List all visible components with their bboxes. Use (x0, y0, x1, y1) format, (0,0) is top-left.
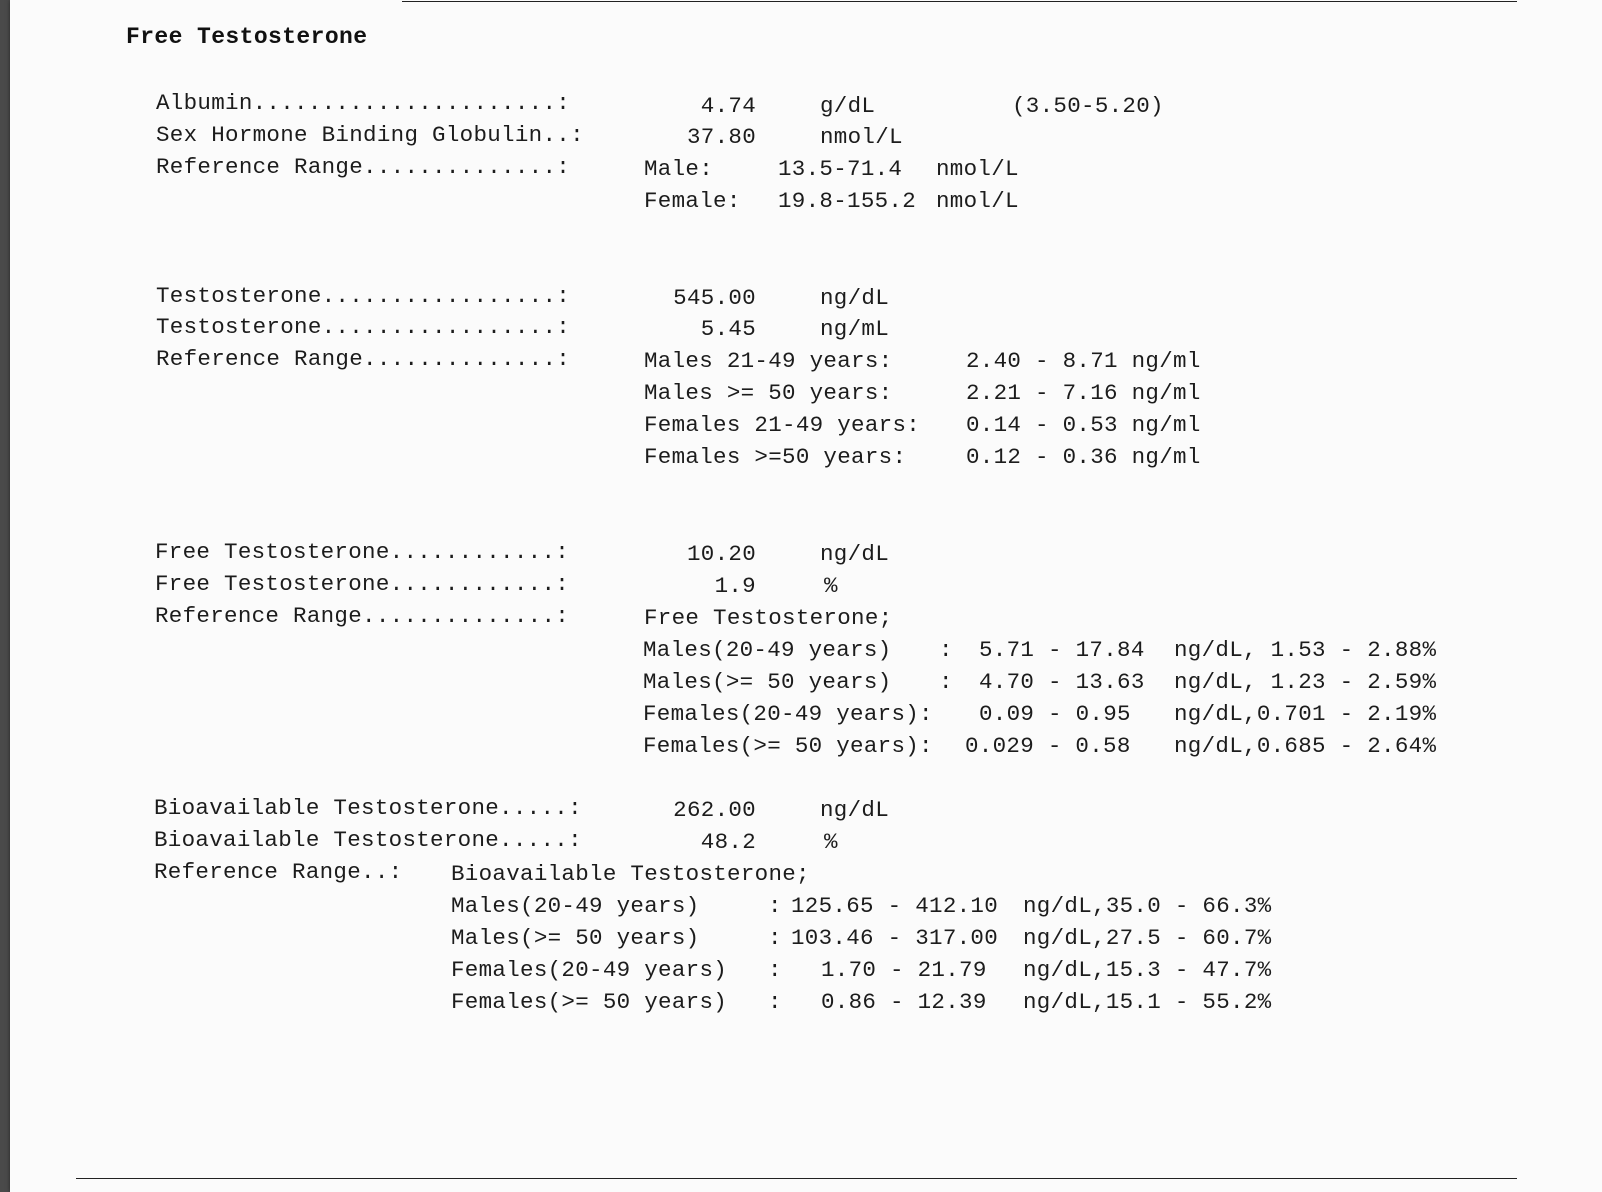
result-value: 10.20 (686, 541, 756, 567)
reference-separator: : (939, 669, 953, 695)
reference-range-label: Reference Range..............: (155, 603, 570, 629)
reference-range: 13.5-71.4 (778, 156, 903, 182)
reference-range: 5.71 - 17.84 (979, 637, 1145, 663)
reference-range: 103.46 - 317.00 (791, 925, 999, 951)
reference-tail: ng/dL,35.0 - 66.3% (1023, 893, 1272, 919)
reference-range: 0.029 - 0.58 (965, 733, 1131, 759)
result-label: Sex Hormone Binding Globulin..: (156, 122, 584, 148)
result-unit: g/dL (820, 93, 876, 119)
reference-group: Females(20-49 years) (451, 957, 728, 983)
reference-separator: : (939, 637, 953, 663)
reference-group: Female: (644, 188, 741, 214)
reference-tail: ng/dL, 1.53 - 2.88% (1174, 637, 1437, 663)
reference-separator: : (768, 989, 782, 1015)
reference-range: 2.21 - 7.16 ng/ml (966, 380, 1201, 406)
reference-range: 2.40 - 8.71 ng/ml (966, 348, 1201, 374)
reference-range-label: Reference Range..............: (156, 154, 571, 180)
reference-group: Males >= 50 years: (644, 380, 893, 406)
bottom-rule (76, 1178, 1517, 1179)
result-value: 262.00 (673, 797, 756, 823)
reference-group: Males(20-49 years) (451, 893, 700, 919)
reference-tail: ng/dL,0.685 - 2.64% (1174, 733, 1437, 759)
top-rule (402, 1, 1517, 2)
reference-separator: : (768, 957, 782, 983)
result-unit: % (824, 573, 838, 599)
reference-unit: nmol/L (936, 156, 1019, 182)
result-label: Testosterone.................: (156, 283, 571, 309)
reference-group: Male: (644, 156, 714, 182)
result-value: 545.00 (673, 285, 756, 311)
result-unit: ng/dL (820, 797, 890, 823)
reference-group: Females 21-49 years: (644, 412, 921, 438)
reference-range: 125.65 - 412.10 (791, 893, 999, 919)
reference-tail: ng/dL,15.3 - 47.7% (1023, 957, 1272, 983)
reference-range-label: Reference Range..............: (156, 346, 571, 372)
result-value: 48.2 (700, 829, 756, 855)
result-value: 1.9 (714, 573, 756, 599)
result-label: Bioavailable Testosterone.....: (154, 795, 582, 821)
reference-range-label: Reference Range..: (154, 859, 403, 885)
result-label: Free Testosterone............: (155, 571, 570, 597)
reference-tail: ng/dL,27.5 - 60.7% (1023, 925, 1272, 951)
reference-group: Males(>= 50 years) (451, 925, 700, 951)
reference-range: 0.86 - 12.39 (821, 989, 987, 1015)
result-label: Bioavailable Testosterone.....: (154, 827, 582, 853)
result-normal-range: (3.50-5.20) (1012, 93, 1164, 119)
reference-range: 19.8-155.2 (778, 188, 917, 214)
reference-group: Females(20-49 years): (643, 701, 933, 727)
result-unit: ng/dL (820, 285, 890, 311)
reference-group: Females(>= 50 years): (643, 733, 933, 759)
reference-range: 0.09 - 0.95 (979, 701, 1131, 727)
reference-tail: ng/dL,0.701 - 2.19% (1174, 701, 1437, 727)
reference-range: 0.12 - 0.36 ng/ml (966, 444, 1201, 470)
reference-range: 1.70 - 21.79 (821, 957, 987, 983)
result-unit: ng/dL (820, 541, 890, 567)
reference-group: Males(20-49 years) (643, 637, 892, 663)
reference-separator: : (768, 893, 782, 919)
report-page (10, 0, 1602, 1192)
reference-group: Males 21-49 years: (644, 348, 893, 374)
reference-heading: Bioavailable Testosterone; (451, 861, 810, 887)
report-title: Free Testosterone (126, 24, 368, 50)
reference-range: 0.14 - 0.53 ng/ml (966, 412, 1201, 438)
result-unit: ng/mL (820, 316, 890, 342)
result-label: Testosterone.................: (156, 314, 571, 340)
reference-separator: : (768, 925, 782, 951)
result-unit: nmol/L (820, 124, 903, 150)
result-unit: % (824, 829, 838, 855)
reference-range: 4.70 - 13.63 (979, 669, 1145, 695)
reference-tail: ng/dL,15.1 - 55.2% (1023, 989, 1272, 1015)
result-label: Albumin......................: (156, 90, 571, 116)
result-value: 5.45 (700, 316, 756, 342)
reference-tail: ng/dL, 1.23 - 2.59% (1174, 669, 1437, 695)
reference-group: Females(>= 50 years) (451, 989, 728, 1015)
reference-group: Males(>= 50 years) (643, 669, 892, 695)
reference-group: Females >=50 years: (644, 444, 907, 470)
result-value: 37.80 (686, 124, 756, 150)
result-value: 4.74 (700, 93, 756, 119)
reference-unit: nmol/L (936, 188, 1019, 214)
reference-heading: Free Testosterone; (644, 605, 893, 631)
result-label: Free Testosterone............: (155, 539, 570, 565)
